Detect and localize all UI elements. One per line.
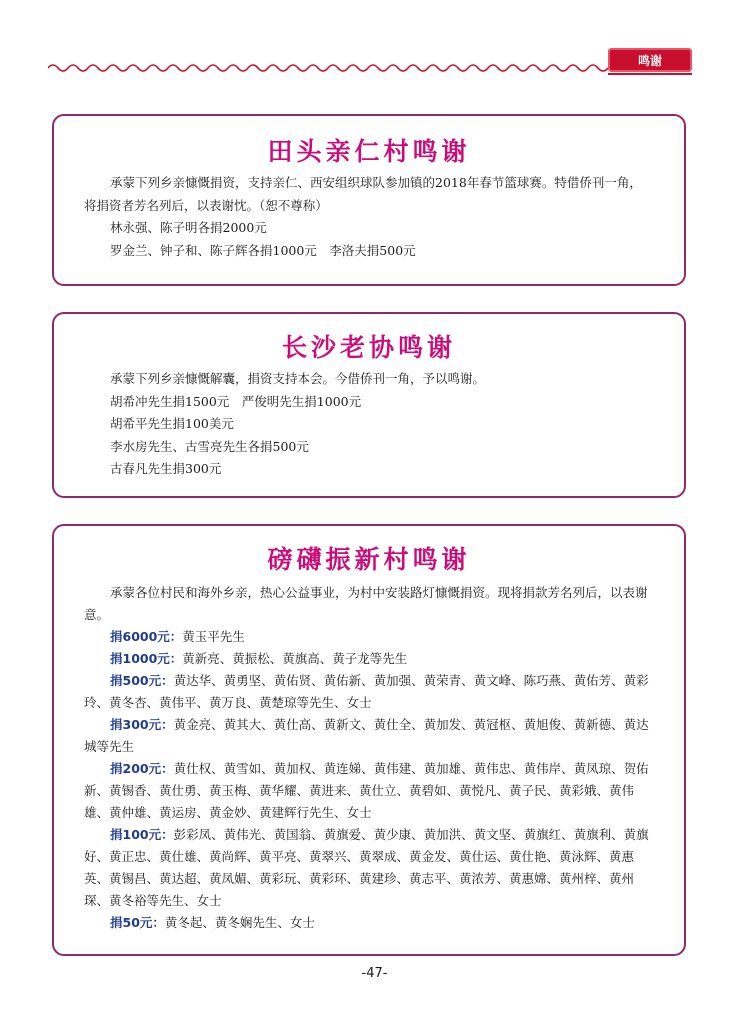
tier-label: 捐50元： bbox=[110, 915, 165, 930]
donation-tier bbox=[84, 758, 654, 824]
notice-title: 田头亲仁村鸣谢 bbox=[267, 137, 471, 166]
donation-tier bbox=[84, 670, 654, 714]
tier-names: 彭彩凤、黄伟光、黄国翁、黄旗爱、黄少康、黄加洪、黄文坚、黄旗红、黄旗利、黄旗好、黄正忠、黄仕雄、黄尚辉、黄平亮、黄翠兴、黄翠成、黄金发、黄仕运、黄仕艳、黄泳辉、黄惠英、黄锡昌、黄达超、黄凤媚、黄彩玩、黄彩环、黄建珍、黄志平、黄浓芳、黄惠嫦、黄州梓、黄州琛、黄冬裕等先生、女士 bbox=[84, 827, 649, 908]
donor-line: 李水房先生、古雪亮先生各捐500元 bbox=[110, 438, 309, 454]
notice-box-bangbo bbox=[52, 524, 686, 956]
notice-body bbox=[54, 582, 684, 934]
page-number: -47- bbox=[361, 966, 388, 981]
notice-body bbox=[54, 172, 684, 262]
donor-line: 胡希冲先生捐1500元 严俊明先生捐1000元 bbox=[110, 393, 362, 409]
notice-intro: 承蒙各位村民和海外乡亲，热心公益事业，为村中安装路灯慷慨捐资。现将捐款芳名列后，以表谢意。 bbox=[84, 585, 648, 622]
section-tag-label: 鸣谢 bbox=[637, 53, 662, 68]
tier-label: 捐200元： bbox=[110, 761, 174, 776]
donor-line: 胡希平先生捐100美元 bbox=[110, 416, 234, 431]
tier-names: 黄新亮、黄振松、黄旗高、黄子龙等先生 bbox=[182, 651, 408, 666]
donation-tier bbox=[84, 714, 654, 758]
notice-box-tiantou bbox=[52, 114, 686, 286]
tier-names: 黄仕权、黄雪如、黄加权、黄连娣、黄伟建、黄加雄、黄伟忠、黄伟岸、黄凤琼、贺佑新、黄锡香、黄仕勇、黄玉梅、黄华耀、黄进来、黄仕立、黄碧如、黄悦凡、黄子民、黄彩娥、黄伟雄、黄仲雄、黄运房、黄金妙、黄建辉行先生、女士 bbox=[84, 761, 649, 820]
tier-names: 黄金亮、黄其大、黄仕高、黄新文、黄仕全、黄加发、黄冠枢、黄旭俊、黄新德、黄达城等先生 bbox=[84, 717, 649, 754]
donation-tier bbox=[84, 626, 654, 648]
donor-line: 罗金兰、钟子和、陈子辉各捐1000元 李洛夫捐500元 bbox=[110, 242, 416, 258]
tier-label: 捐1000元： bbox=[110, 651, 183, 666]
tier-label: 捐100元： bbox=[110, 827, 174, 842]
tier-label: 捐500元： bbox=[110, 673, 174, 688]
tier-names: 黄冬起、黄冬娴先生、女士 bbox=[164, 915, 315, 930]
tier-names: 黄玉平先生 bbox=[182, 629, 245, 644]
header-wave-rule bbox=[48, 62, 608, 74]
notice-body bbox=[54, 368, 684, 481]
donation-tier bbox=[84, 648, 654, 670]
notice-intro: 承蒙下列乡亲慷慨捐资，支持亲仁、西安组织球队参加镇的2018年春节篮球赛。特借侨刊一角，将捐资者芳名列后，以表谢忱。（恕不尊称） bbox=[84, 175, 642, 213]
donation-tier bbox=[84, 912, 654, 934]
tier-label: 捐300元： bbox=[110, 717, 174, 732]
donation-tier bbox=[84, 824, 654, 912]
tier-names: 黄达华、黄勇坚、黄佑贤、黄佑新、黄加强、黄荣青、黄文峰、陈巧燕、黄佑芳、黄彩玲、黄冬杏、黄伟平、黄万良、黄楚琼等先生、女士 bbox=[84, 673, 649, 710]
notice-title: 长沙老协鸣谢 bbox=[281, 333, 456, 362]
notice-box-changsha bbox=[52, 312, 686, 498]
donor-line: 林永强、陈子明各捐2000元 bbox=[110, 220, 267, 235]
section-tag-underline bbox=[608, 73, 692, 75]
notice-intro: 承蒙下列乡亲慷慨解囊，捐资支持本会。今借侨刊一角，予以鸣谢。 bbox=[110, 371, 486, 386]
section-tag bbox=[608, 48, 692, 72]
tier-label: 捐6000元： bbox=[110, 629, 183, 644]
notice-title: 磅礴振新村鸣谢 bbox=[267, 545, 471, 574]
donor-line: 古春凡先生捐300元 bbox=[110, 461, 222, 476]
